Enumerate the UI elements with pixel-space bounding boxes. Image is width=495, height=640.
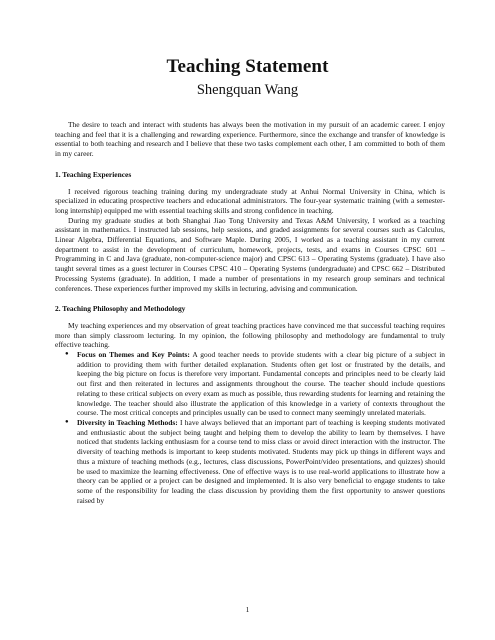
document-title: Teaching Statement bbox=[166, 56, 329, 77]
section-heading-teaching-philosophy: 2. Teaching Philosophy and Methodology bbox=[55, 304, 186, 314]
list-item bbox=[65, 350, 445, 418]
bullet-icon: ● bbox=[65, 351, 69, 358]
page-number: 1 bbox=[245, 605, 250, 614]
teaching-experiences-paragraph-2: During my graduate studies at both Shanghai Jiao Tong University and Texas A&M University, I worked as a teaching assistant in mathematics. I instructed lab sessions, help sessions, and graded assignments for several courses such as Calculus, Linear Algebra, Differential Equations, and Software Maple. During 2005, I worked as a teaching assistant in my current department to assist in the development of curriculum, homework, projects, tests, and exams in Courses CPSC 601 – Programming in C and Java (graduate, non-computer-science major) and CPSC 613 – Operating Systems (graduate). I have also taught several times as a guest lecturer in Courses CPSC 410 – Operating Systems (undergraduate) and CPSC 662 – Distributed Processing Systems (graduate). In addition, I made a number of presentations in my research group seminars and technical conferences. These experiences further improved my skills in lecturing, advising and communication. bbox=[55, 215, 445, 293]
bullet-label: Diversity in Teaching Methods: bbox=[77, 417, 178, 427]
teaching-experiences-paragraph-1: I received rigorous teaching training during my undergraduate study at Anhui Normal University in China, which is specialized in educating prospective teachers and educational administrators. The four-year systematic training (with a semester-long internship) equipped me with essential teaching skills and strong confidence in teaching. bbox=[55, 186, 445, 215]
bullet-text: I have always believed that an important part of teaching is keeping students motivated and enthusiastic about the subject being taught and helping them to develop the ability to learn by themselves. I have noticed that students lacking enthusiasm for a course tend to miss class or avoid direct interaction with the instructor. The diversity of teaching methods is important to keep students motivated. Students may pick up things in different ways and thus a mixture of teaching methods (e.g., lectures, class discussions, PowerPoint/video presentations, and quizzes) should be used to maximize the learning effectiveness. One of effective ways is to use real-world applications to illustrate how a theory can be applied or a project can be designed and implemented. It is also very beneficial to engage students to take some of the responsibility for leading the class discussion by providing them the first opportunity to answer questions raised by bbox=[77, 417, 445, 505]
section-heading-teaching-experiences: 1. Teaching Experiences bbox=[55, 169, 132, 179]
philosophy-bullet-list bbox=[55, 350, 445, 505]
intro-paragraph: The desire to teach and interact with students has always been the motivation in my pursuit of an academic career. I enjoy teaching and feel that it is a challenging and rewarding experience. Furthermore, since the exchange and transfer of knowledge is essential to both teaching and research and I believe that these two tasks complement each other, I am committed to both of them in my career. bbox=[55, 120, 445, 159]
bullet-icon: ● bbox=[65, 418, 69, 425]
author-name: Shengquan Wang bbox=[196, 82, 299, 98]
bullet-label: Focus on Themes and Key Points: bbox=[77, 350, 190, 360]
teaching-philosophy-paragraph-1: My teaching experiences and my observation of great teaching practices have convinced me that successful teaching requires more than simply classroom lecturing. In my opinion, the following philosophy and methodology are fundamental to truly effective teaching. bbox=[55, 320, 445, 350]
bullet-text: A good teacher needs to provide students with a clear big picture of a subject in addition to providing them with further detailed explanation. Students often get lost or frustrated by the details, and keeping the big picture on focus is therefore very important. Fundamental concepts and principles need to be clearly laid out first and then reiterated in lectures and assignments throughout the course. The teacher should include questions relating to these critical subjects on every exam as much as possible, thus rewarding students for learning and retaining the knowledge. The teacher should also illustrate the application of this knowledge in a variety of contexts throughout the course. The most critical concepts and principles usually can be used to connect many seemingly unrelated materials. bbox=[77, 350, 445, 418]
document-body bbox=[55, 120, 445, 505]
list-item bbox=[65, 417, 445, 505]
